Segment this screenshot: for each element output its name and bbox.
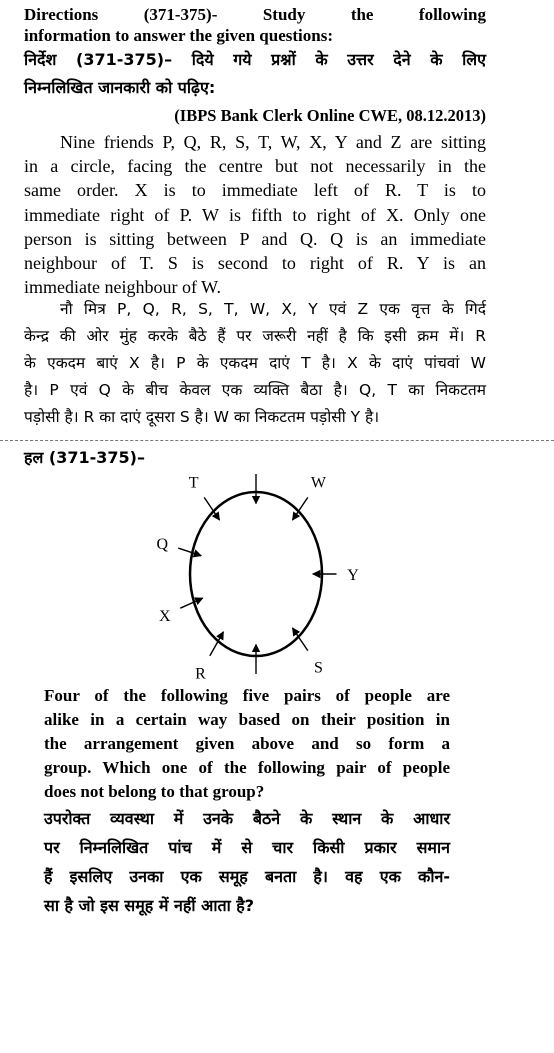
paragraph-line: पड़ोसी है। R का दाएं दूसरा S है। W का निकटतम पड़ोसी Y है। [24,408,380,426]
paragraph-line: केन्द्र की ओर मुंह करके बैठे हैं पर जरूरी नहीं है कि इसी क्रम में। R [24,327,486,345]
seating-circle [190,492,322,656]
directions-heading [24,4,486,46]
puzzle-paragraph-english [24,130,486,299]
directions-line-1: Directions (371-375)- Study the following [24,5,486,24]
question-line: पर निम्नलिखित पांच में से चार किसी प्रकार समान [44,838,450,857]
directions-line-2: information to answer the given questions: [24,26,333,45]
puzzle-paragraph-hindi [24,296,486,431]
seat-label-r: R [195,665,206,683]
question-line: alike in a certain way based on their position in [44,710,450,729]
paragraph-line: के एकदम बाएं X है। P के एकदम दाएं T है। X के दाएं पांचवां W [24,354,486,372]
seat-label-x: X [159,608,171,626]
directions-hindi-line-2: निम्नलिखित जानकारी को पढ़िए: [24,78,216,97]
paragraph-line: है। P एवं Q के बीच केवल एक व्यक्ति बैठा है। Q, T का निकटतम [24,381,486,399]
paragraph-line: same order. X is to immediate left of R. T is to [24,180,486,201]
question-line: the arrangement given above and so form a [44,734,450,753]
seat-label-w: W [310,474,326,492]
paragraph-line: in a circle, facing the centre but not necessarily in the [24,156,486,177]
seat-label-t: T [188,474,199,492]
directions-hindi [24,46,486,102]
question-hindi [44,804,450,920]
question-line: उपरोक्त व्यवस्था में उनके बैठने के स्थान के आधार [44,809,450,828]
solution-label: हल (371-375)– [24,448,145,467]
question-line: सा है जो इस समूह में नहीं आता है? [44,896,255,915]
question-line: does not belong to that group? [44,782,265,801]
section-divider [0,440,554,441]
seat-label-q: Q [156,535,169,553]
question-english [44,684,450,804]
seat-arrow-q [178,548,201,556]
question-line: Four of the following five pairs of people are [44,686,450,705]
paragraph-line: immediate neighbour of W. [24,277,221,298]
paragraph-line: Nine friends P, Q, R, S, T, W, X, Y and Z are sitting [60,132,486,152]
paragraph-line: नौ मित्र P, Q, R, S, T, W, X, Y एवं Z एक वृत्त के गिर्द [60,300,486,318]
paragraph-line: neighbour of T. S is second to right of R. Y is an [24,253,486,274]
paragraph-line: immediate right of P. W is fifth to right of X. Only one [24,204,486,225]
exam-source: (IBPS Bank Clerk Online CWE, 08.12.2013) [174,106,486,125]
paragraph-line: person is sitting between P and Q. Q is an immediate [24,228,486,249]
question-line: हैं इसलिए उनका एक समूह बनता है। वह एक कौन- [44,867,450,886]
directions-hindi-line-1: निर्देश (371-375)– दिये गये प्रश्नों के उत्तर देने के लिए [24,50,486,69]
seat-label-y: Y [347,567,359,584]
seat-label-s: S [313,659,323,677]
seating-diagram [140,464,380,686]
question-line: group. Which one of the following pair of people [44,758,450,777]
seat-arrow-x [180,598,202,608]
